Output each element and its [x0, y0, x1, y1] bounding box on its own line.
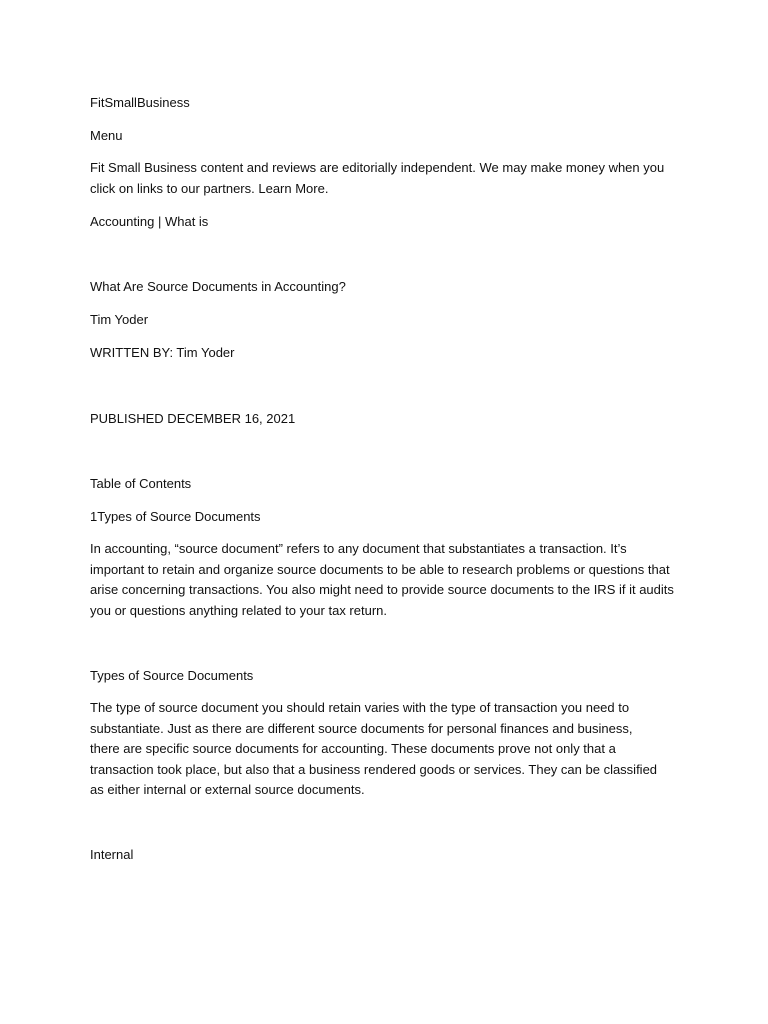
- intro-paragraph: In accounting, “source document” refers to any document that substantiates a transaction. It’s important to retain and organize source documents to be able to research problems or questions that arise concerning transactions. You also might need to provide source documents to the IRS if it audits you or questions anything related to your tax return.: [90, 541, 674, 618]
- menu-link[interactable]: Menu: [90, 128, 123, 143]
- written-by: WRITTEN BY: Tim Yoder: [90, 345, 235, 360]
- subheading-internal: Internal: [90, 847, 134, 862]
- published-date: PUBLISHED DECEMBER 16, 2021: [90, 411, 296, 426]
- section-heading: Types of Source Documents: [90, 668, 254, 683]
- breadcrumb-subcategory[interactable]: What is: [164, 214, 209, 229]
- disclosure-text: Fit Small Business content and reviews are editorially independent. We may make money when you click on links to our partners.: [90, 160, 665, 196]
- learn-more-link[interactable]: Learn More.: [258, 180, 329, 196]
- section-paragraph: The type of source document you should retain varies with the type of transaction you need to substantiate. Just as there are different source documents for personal finances and business, there are specific source documents for accounting. These documents prove not only that a transaction took place, but also that a business rendered goods or services. They can be classified as either internal or external source documents.: [90, 700, 658, 797]
- disclosure: [90, 158, 690, 199]
- breadcrumb: [90, 212, 208, 232]
- breadcrumb-separator: |: [157, 214, 162, 229]
- toc-item[interactable]: 1Types of Source Documents: [90, 509, 261, 524]
- author-name[interactable]: Tim Yoder: [90, 312, 149, 327]
- brand-name[interactable]: FitSmallBusiness: [90, 95, 190, 110]
- article-title: What Are Source Documents in Accounting?: [90, 279, 346, 294]
- toc-heading: Table of Contents: [90, 476, 192, 491]
- breadcrumb-category[interactable]: Accounting: [90, 214, 155, 229]
